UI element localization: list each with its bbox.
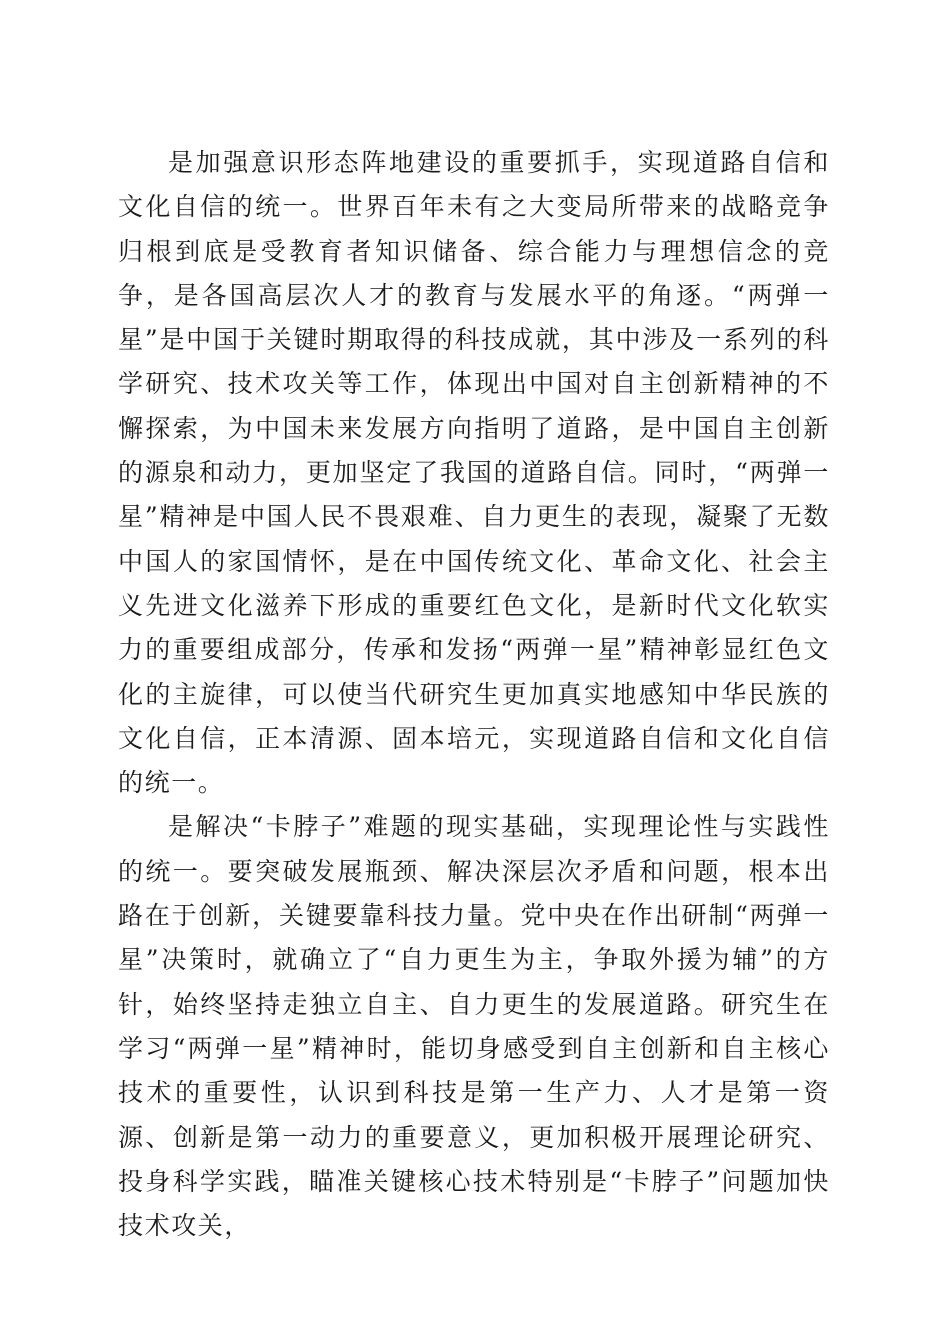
paragraph-innovation: 是解决“卡脖子”难题的现实基础，实现理论性与实践性的统一。要突破发展瓶颈、解决深层次矛盾和问题，根本出路在于创新，关键要靠科技力量。党中央在作出研制“两弹一星”决策时，就确立了“自力更生为主，争取外援为辅”的方针，始终坚持走独立自主、自力更生的发展道路。研究生在学习“两弹一星”精神时，能切身感受到自主创新和自主核心技术的重要性，认识到科技是第一生产力、人才是第一资源、创新是第一动力的重要意义，更加积极开展理论研究、投身科学实践，瞄准关键核心技术特别是“卡脖子”问题加快技术攻关， — [118, 812, 830, 1241]
document-body — [118, 141, 830, 1248]
paragraph-ideology: 是加强意识形态阵地建设的重要抓手，实现道路自信和文化自信的统一。世界百年未有之大变局所带来的战略竞争归根到底是受教育者知识储备、综合能力与理想信念的竞争，是各国高层次人才的教育与发展水平的角逐。“两弹一星”是中国于关键时期取得的科技成就，其中涉及一系列的科学研究、技术攻关等工作，体现出中国对自主创新精神的不懈探索，为中国未来发展方向指明了道路，是中国自主创新的源泉和动力，更加坚定了我国的道路自信。同时，“两弹一星”精神是中国人民不畏艰难、自力更生的表现，凝聚了无数中国人的家国情怀，是在中国传统文化、革命文化、社会主义先进文化滋养下形成的重要红色文化，是新时代文化软实力的重要组成部分，传承和发扬“两弹一星”精神彰显红色文化的主旋律，可以使当代研究生更加真实地感知中华民族的文化自信，正本清源、固本培元，实现道路自信和文化自信的统一。 — [118, 148, 830, 798]
